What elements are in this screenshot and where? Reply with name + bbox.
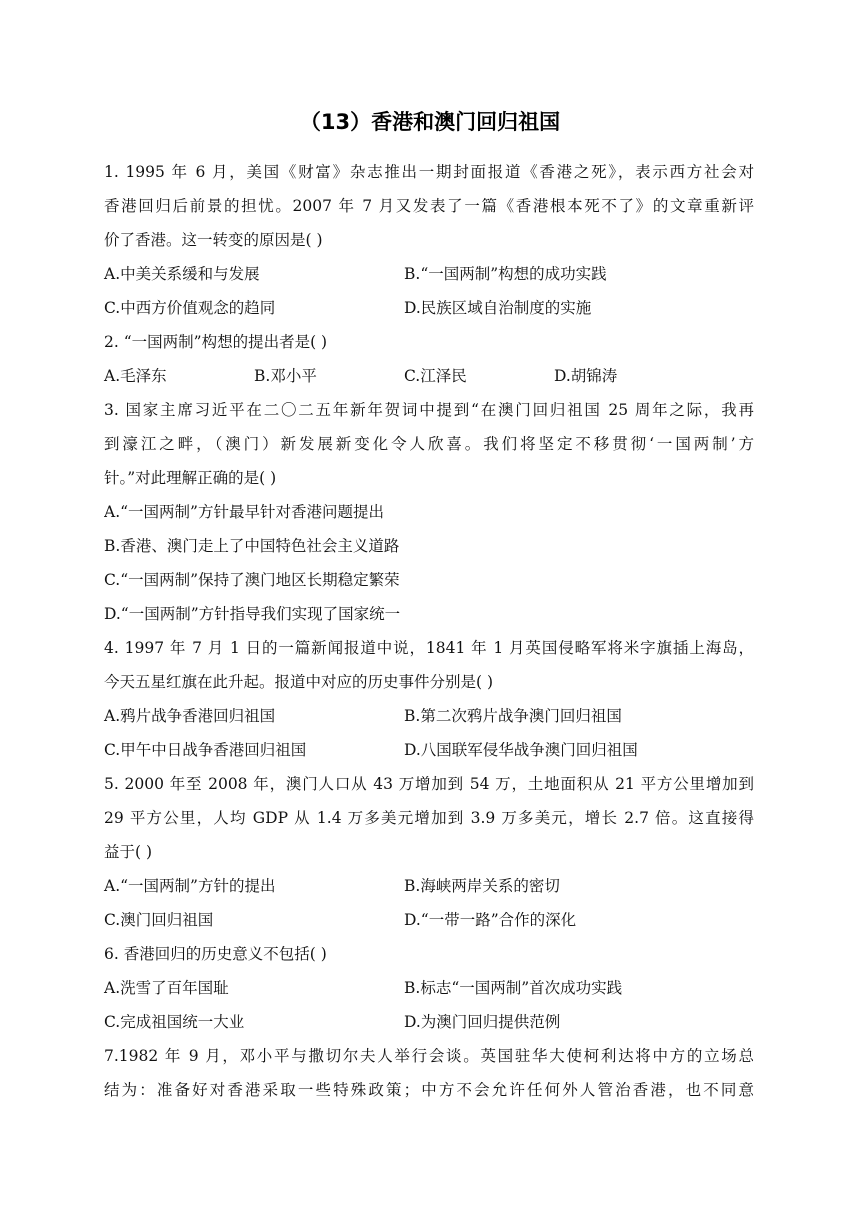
option-d[interactable]: D.为澳门回归提供范例: [404, 1013, 561, 1031]
option-d[interactable]: D.八国联军侵华战争澳门回归祖国: [404, 741, 638, 759]
option-a[interactable]: A.鸦片战争香港回归祖国: [104, 707, 276, 725]
question-4: [104, 631, 754, 767]
option-c[interactable]: C.中西方价值观念的趋同: [104, 299, 276, 317]
question-stem-line: 今天五星红旗在此升起。报道中对应的历史事件分别是( ): [104, 673, 494, 691]
question-5: [104, 767, 754, 937]
option-d[interactable]: D.“一国两制”方针指导我们实现了国家统一: [104, 605, 401, 623]
options-row: [104, 257, 754, 291]
options-row: [104, 869, 754, 903]
question-stem-line: 3. 国家主席习近平在二〇二五年新年贺词中提到“在澳门回归祖国 25 周年之际，我再: [104, 401, 754, 419]
question-stem-line: 1. 1995 年 6 月，美国《财富》杂志推出一期封面报道《香港之死》，表示西方社会对: [104, 163, 754, 181]
question-3: [104, 393, 754, 631]
question-list: [104, 155, 754, 1107]
options-row: [104, 971, 754, 1005]
option-c[interactable]: C.甲午中日战争香港回归祖国: [104, 741, 307, 759]
options-row: [104, 699, 754, 733]
option-b[interactable]: B.香港、澳门走上了中国特色社会主义道路: [104, 537, 400, 555]
option-b[interactable]: B.标志“一国两制”首次成功实践: [404, 979, 623, 997]
option-d[interactable]: D.胡锦涛: [554, 367, 618, 385]
option-a[interactable]: A.“一国两制”方针最早针对香港问题提出: [104, 503, 384, 521]
question-stem-line: 结为：准备好对香港采取一些特殊政策；中方不会允许任何外人管治香港，也不同意: [104, 1081, 754, 1099]
option-c[interactable]: C.澳门回归祖国: [104, 911, 214, 929]
option-b[interactable]: B.海峡两岸关系的密切: [404, 877, 560, 895]
question-stem-line: 29 平方公里，人均 GDP 从 1.4 万多美元增加到 3.9 万多美元，增长 2.7 倍。这直接得: [104, 809, 754, 827]
options-row: [104, 1005, 754, 1039]
option-a[interactable]: A.“一国两制”方针的提出: [104, 877, 276, 895]
option-a[interactable]: A.中美关系缓和与发展: [104, 265, 260, 283]
option-b[interactable]: B.第二次鸦片战争澳门回归祖国: [404, 707, 622, 725]
option-b[interactable]: B.“一国两制”构想的成功实践: [404, 265, 607, 283]
option-c[interactable]: C.“一国两制”保持了澳门地区长期稳定繁荣: [104, 571, 400, 589]
question-7: [104, 1039, 754, 1107]
question-6: [104, 937, 754, 1039]
page-title: （13）香港和澳门回归祖国: [299, 110, 561, 134]
option-c[interactable]: C.完成祖国统一大业: [104, 1013, 245, 1031]
options-row: [104, 291, 754, 325]
option-c[interactable]: C.江泽民: [404, 367, 467, 385]
question-stem-line: 4. 1997 年 7 月 1 日的一篇新闻报道中说，1841 年 1 月英国侵略军将米字旗插上海岛，: [104, 639, 754, 657]
option-a[interactable]: A.毛泽东: [104, 367, 167, 385]
question-stem-line: 6. 香港回归的历史意义不包括( ): [104, 945, 327, 963]
question-stem-line: 针。”对此理解正确的是( ): [104, 469, 277, 487]
options-row: [104, 359, 754, 393]
question-stem-line: 益于( ): [104, 843, 153, 861]
option-b[interactable]: B.邓小平: [254, 367, 317, 385]
question-stem-line: 到濠江之畔，（澳门）新发展新变化令人欣喜。我们将坚定不移贯彻‘一国两制’方: [104, 435, 754, 453]
option-d[interactable]: D.“一带一路”合作的深化: [404, 911, 577, 929]
question-stem-line: 香港回归后前景的担忧。2007 年 7 月又发表了一篇《香港根本死不了》的文章重新评: [104, 197, 754, 215]
option-d[interactable]: D.民族区域自治制度的实施: [404, 299, 592, 317]
question-stem-line: 7.1982 年 9 月，邓小平与撒切尔夫人举行会谈。英国驻华大使柯利达将中方的立场总: [104, 1047, 754, 1065]
question-stem-line: 2. “一国两制”构想的提出者是( ): [104, 333, 328, 351]
options-row: [104, 903, 754, 937]
question-stem-line: 价了香港。这一转变的原因是( ): [104, 231, 323, 249]
options-row: [104, 733, 754, 767]
question-stem-line: 5. 2000 年至 2008 年，澳门人口从 43 万增加到 54 万，土地面积从 21 平方公里增加到: [104, 775, 754, 793]
option-a[interactable]: A.洗雪了百年国耻: [104, 979, 229, 997]
question-2: [104, 325, 754, 393]
question-1: [104, 155, 754, 325]
